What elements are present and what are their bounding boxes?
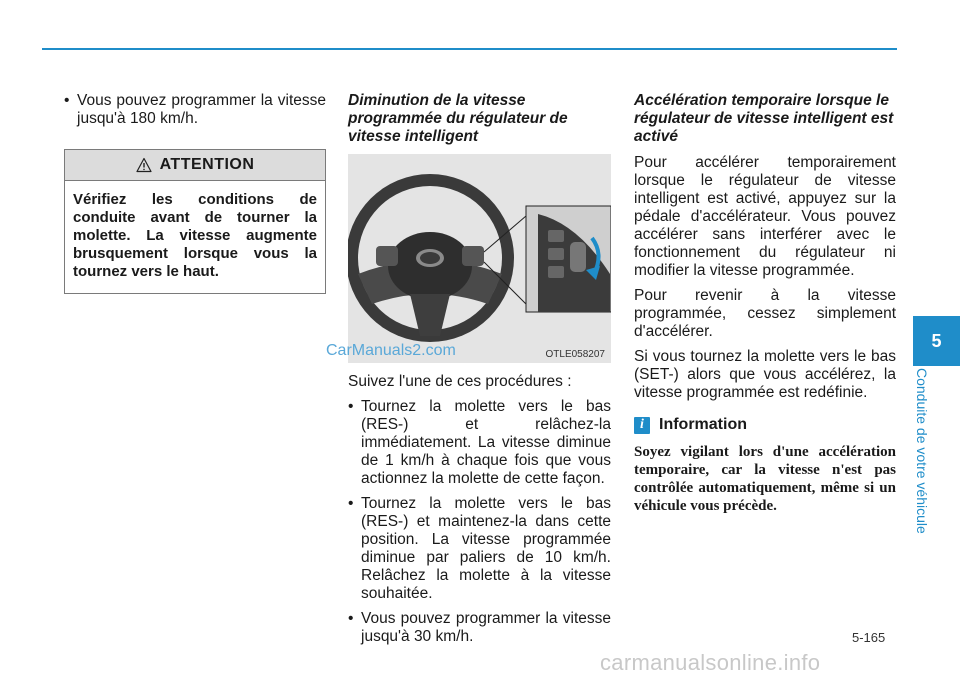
- column-left: [64, 92, 326, 294]
- steering-wheel-illustration: [348, 154, 611, 363]
- warning-triangle-icon: [136, 157, 152, 173]
- top-rule: [42, 48, 897, 50]
- section-heading-decrease: Diminution de la vitesse programmée du régulateur de vitesse intelligent: [348, 92, 568, 145]
- column-right: [634, 92, 896, 515]
- procedure-intro: Suivez l'une de ces procédures :: [348, 373, 572, 390]
- column-middle: [348, 92, 611, 646]
- image-watermark: CarManuals2.com: [326, 342, 456, 359]
- attention-box: [64, 149, 326, 294]
- section-heading-acceleration: Accélération temporaire lorsque le régulateur de vitesse intelligent est activé: [634, 92, 894, 145]
- page-number: 5-165: [852, 630, 886, 645]
- figure-code: OTLE058207: [545, 349, 605, 360]
- footer-watermark: carmanualsonline.info: [600, 650, 821, 675]
- attention-title: ATTENTION: [159, 156, 255, 173]
- chapter-tab: 5: [913, 316, 960, 366]
- info-icon: i: [634, 417, 650, 434]
- bullet-step: • Tournez la molette vers le bas (RES-) et maintenez-la dans cette position. La vitesse programmée diminue par paliers de 10 km/h. Relâchez la molette à la vitesse souhaitée.: [348, 495, 611, 603]
- information-header: [634, 416, 896, 434]
- attention-header: [65, 150, 325, 181]
- bullet-step: • Tournez la molette vers le bas (RES-) et relâchez-la immédiatement. La vitesse diminue de 1 km/h à chaque fois que vous actionnez la molette de cette façon.: [348, 398, 611, 488]
- information-body: Soyez vigilant lors d'une accélération temporaire, car la vitesse n'est pas contrôlée automatiquement, même si un véhicule vous précède.: [634, 444, 896, 514]
- bullet-max-speed: • Vous pouvez programmer la vitesse jusqu'à 180 km/h.: [64, 92, 326, 128]
- information-title: Information: [659, 416, 747, 433]
- steering-wheel-figure: [348, 154, 611, 363]
- chapter-title-text: Conduite de votre véhicule: [914, 368, 930, 534]
- paragraph: Pour revenir à la vitesse programmée, cessez simplement d'accélérer.: [634, 287, 896, 340]
- attention-body: Vérifiez les conditions de conduite avant de tourner la molette. La vitesse augmente brusquement lorsque vous la tournez vers le haut.: [73, 191, 317, 280]
- paragraph: Si vous tournez la molette vers le bas (SET-) alors que vous accélérez, la vitesse programmée est redéfinie.: [634, 348, 896, 401]
- bullet-step: • Vous pouvez programmer la vitesse jusqu'à 30 km/h.: [348, 610, 611, 646]
- paragraph: Pour accélérer temporairement lorsque le régulateur de vitesse intelligent est activé, appuyez sur la pédale d'accélérateur. Vous pouvez accélérer sans interférer avec le fonctionnement du régulateur ni modifier la vitesse programmée.: [634, 154, 896, 279]
